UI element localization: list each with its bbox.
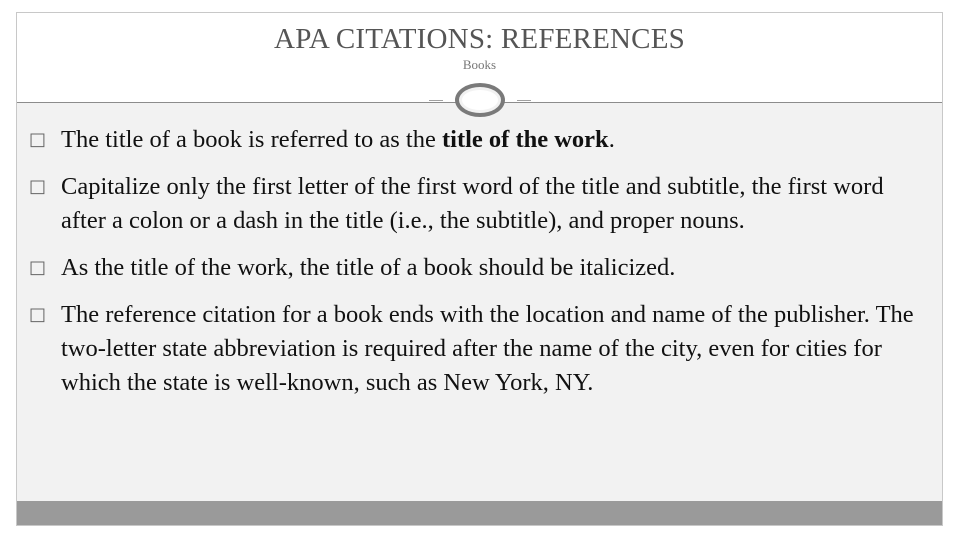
bullet-item (29, 298, 927, 400)
slide-body (17, 103, 942, 503)
bullet-text: As the title of the work, the title of a book should be italicized. (61, 254, 676, 281)
bullet-marker-icon: □ (29, 129, 47, 150)
slide-title: APA CITATIONS: REFERENCES (274, 23, 685, 55)
footer-bar (17, 501, 942, 525)
slide (16, 12, 943, 526)
divider-tick-right (517, 100, 531, 101)
bullet-item (29, 251, 927, 285)
bullet-marker-icon: □ (29, 304, 47, 325)
bullet-marker-icon: □ (29, 176, 47, 197)
bullet-marker-icon: □ (29, 257, 47, 278)
ring-ornament-icon (455, 83, 505, 117)
bullet-emphasis: title of the work (441, 126, 609, 153)
bullet-item (29, 170, 927, 238)
slide-subtitle: Books (462, 57, 497, 72)
divider-tick-left (429, 100, 443, 101)
bullet-text: Capitalize only the first letter of the first word of the title and subtitle, the first word after a colon or a dash in the title (i.e., the subtitle), and proper nouns. (61, 173, 884, 234)
bullet-text: The reference citation for a book ends with the location and name of the publisher. The two-letter state abbreviation is required after the name of the city, even for cities for which the state is well-known, such as New York, NY. (61, 301, 914, 396)
bullet-text: The title of a book is referred to as the (61, 126, 442, 153)
bullet-list (29, 123, 927, 413)
bullet-text-end: . (608, 126, 615, 153)
bullet-item (29, 123, 927, 157)
